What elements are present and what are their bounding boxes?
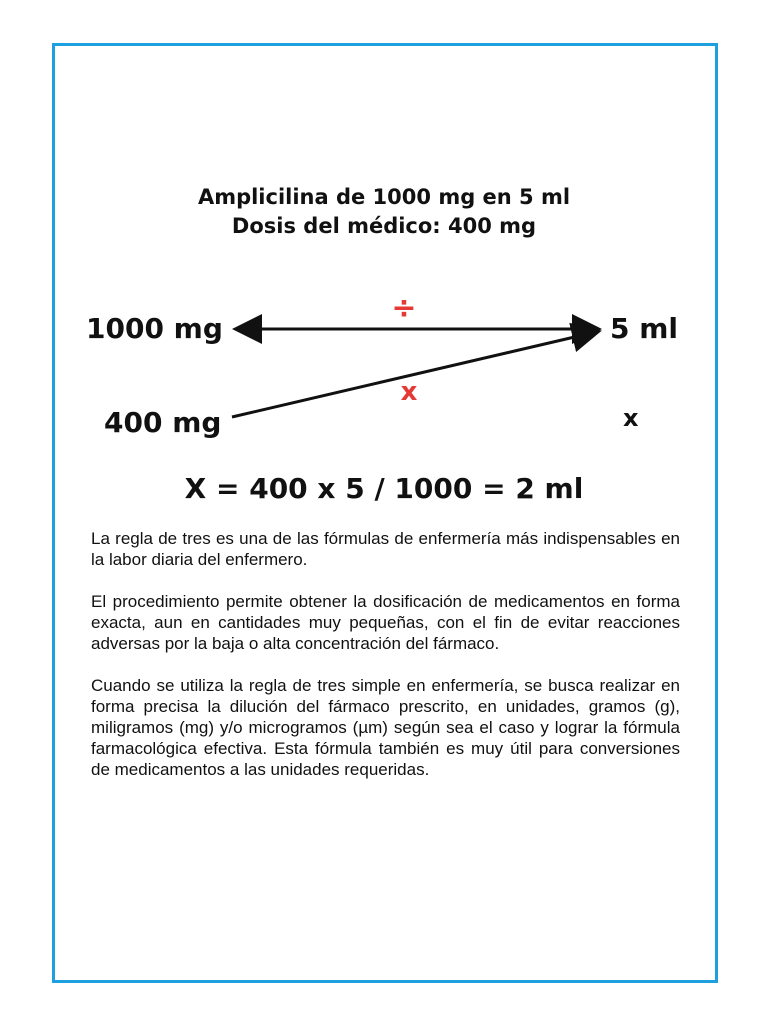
label-1000-mg: 1000 mg	[86, 312, 223, 345]
header-title: Amplicilina de 1000 mg en 5 ml	[197, 185, 571, 209]
divide-symbol: ÷	[391, 291, 417, 326]
paragraph-3: Cuando se utiliza la regla de tres simple en enfermería, se busca realizar en forma precisa la dilución del fármaco prescrito, en unidades, gramos (g), miligramos (mg) y/o microgramos (µm) según sea el caso y lograr la fórmula farmacológica efectiva. Esta fórmula también es muy útil para conversiones de medicamentos a las unidades requeridas.	[91, 676, 680, 779]
page-frame	[52, 43, 718, 983]
formula-equation: X = 400 x 5 / 1000 = 2 ml	[184, 472, 584, 505]
label-400-mg: 400 mg	[104, 406, 222, 439]
multiply-symbol: x	[400, 377, 418, 407]
rule-of-three-diagram	[0, 280, 768, 450]
label-unknown-x: x	[623, 404, 639, 432]
body-text	[91, 528, 680, 801]
paragraph-2: El procedimiento permite obtener la dosificación de medicamentos en forma exacta, aun en cantidades muy pequeñas, con el fin de evitar reacciones adversas por la baja o alta concentración del fármaco.	[91, 592, 680, 653]
paragraph-1: La regla de tres es una de las fórmulas de enfermería más indispensables en la labor diaria del enfermero.	[91, 529, 680, 569]
label-5-ml: 5 ml	[610, 312, 679, 345]
header-subtitle: Dosis del médico: 400 mg	[231, 214, 537, 238]
